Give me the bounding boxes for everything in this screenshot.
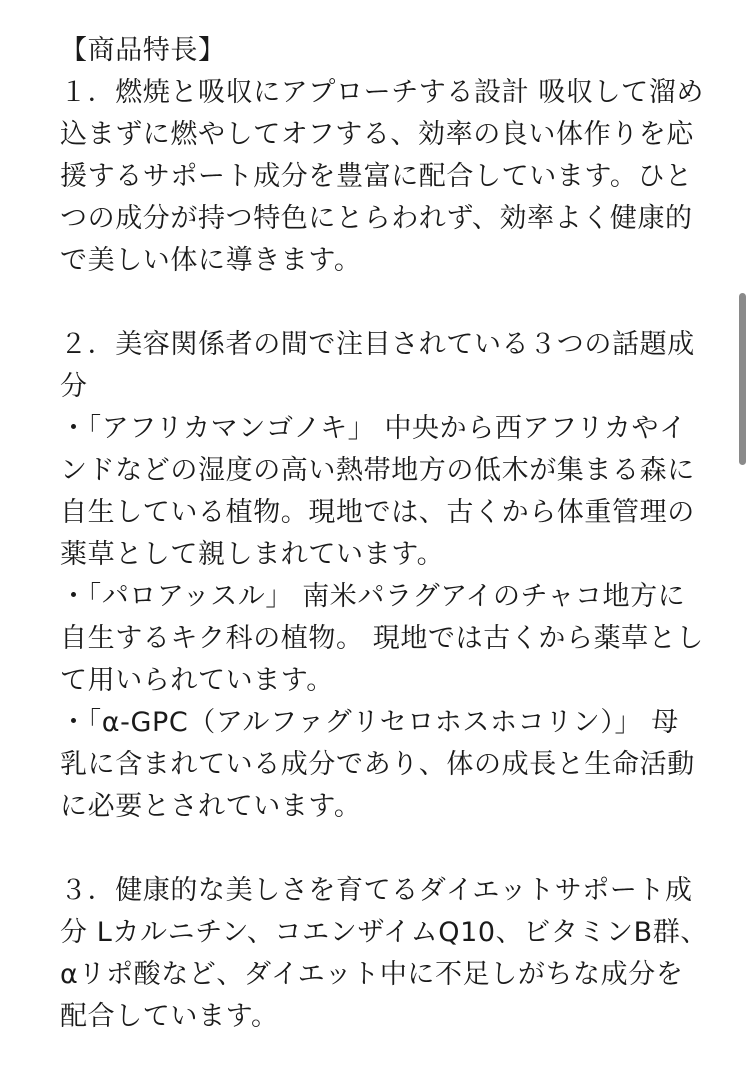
text-line: 援するサポート成分を豊富に配合しています。ひと — [60, 161, 693, 192]
text-line: 配合しています。 — [60, 1001, 279, 1032]
paragraph-gap — [60, 828, 695, 870]
text-line: ・「アフリカマンゴノキ」 中央から西アフリカやイ — [60, 413, 687, 444]
text-line: 薬草として親しまれています。 — [60, 539, 445, 570]
feature-1 — [60, 72, 704, 282]
text-line: 込まずに燃やしてオフする、効率の良い体作りを応 — [60, 119, 694, 150]
section-heading: 【商品特長】 — [60, 35, 226, 66]
feature-3 — [60, 870, 708, 1038]
text-line: 自生している植物。現地では、古くから体重管理の — [60, 497, 695, 528]
text-line: ・「パロアッスル」 南米パラグアイのチャコ地方に — [60, 581, 686, 612]
text-line: 分 — [60, 371, 88, 402]
text-line: つの成分が持つ特色にとらわれず、効率よく健康的 — [60, 203, 693, 234]
text-line: ・「α-GPC（アルファグリセロホスホコリン）」 母 — [60, 707, 679, 738]
text-line: 乳に含まれている成分であり、体の成長と生命活動 — [60, 749, 695, 780]
feature-2 — [60, 324, 704, 828]
product-features-text — [60, 30, 708, 1038]
text-line: で美しい体に導きます。 — [60, 245, 362, 276]
text-line: ンドなどの湿度の高い熱帯地方の低木が集まる森に — [60, 455, 695, 486]
text-line: 自生するキク科の植物。 現地では古くから薬草とし — [60, 623, 704, 654]
text-line: に必要とされています。 — [60, 791, 362, 822]
text-line: ３．健康的な美しさを育てるダイエットサポート成 — [60, 875, 693, 906]
text-line: αリポ酸など、ダイエット中に不足しがちな成分を — [60, 959, 684, 990]
text-line: 分 Lカルニチン、コエンザイムQ10、ビタミンB群、 — [60, 917, 708, 948]
text-line: ２．美容関係者の間で注目されている３つの話題成 — [60, 329, 695, 360]
paragraph-gap — [60, 282, 695, 324]
vertical-scrollbar[interactable] — [739, 293, 746, 465]
text-line: て用いられています。 — [60, 665, 334, 696]
text-line: １．燃焼と吸収にアプローチする設計 吸収して溜め — [60, 77, 704, 108]
